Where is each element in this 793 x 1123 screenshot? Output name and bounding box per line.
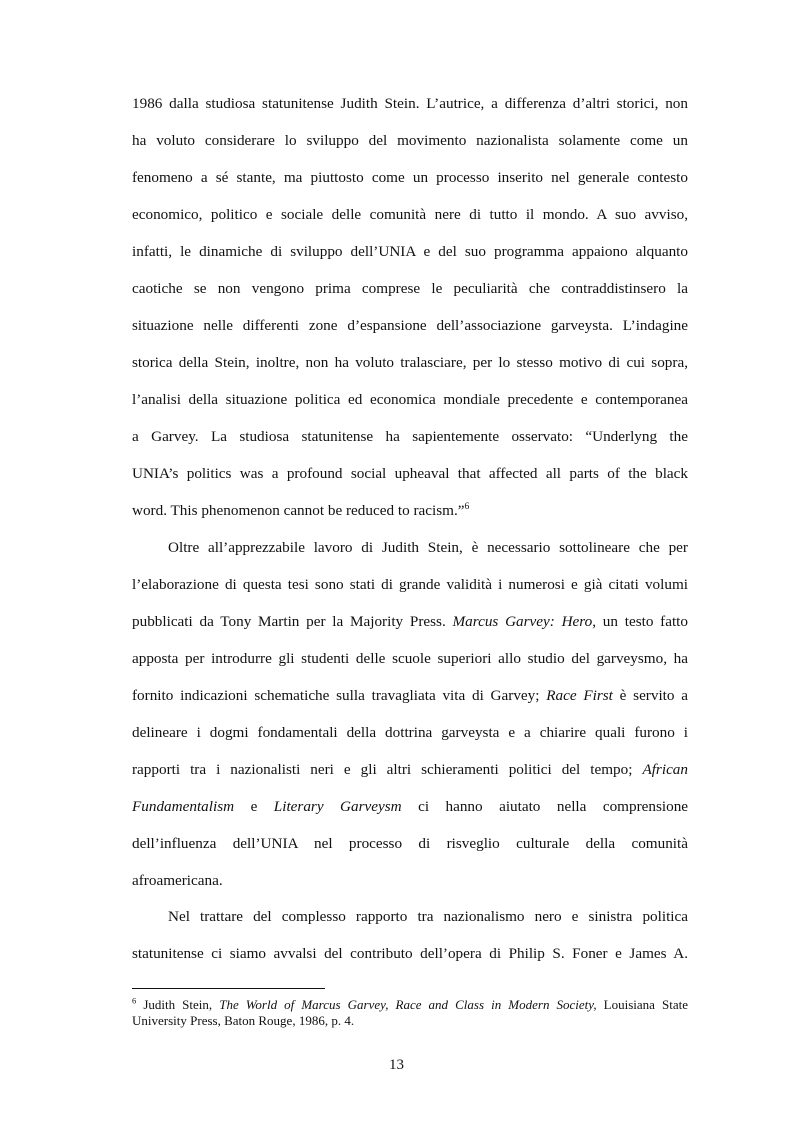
text-span: , un testo fatto [592,613,688,630]
body-line: caotiche se non vengono prima comprese le peculiarità che contraddistinsero la [132,280,688,297]
footnote-publisher: Louisiana State [596,997,688,1012]
body-line-last: afroamericana. [132,872,223,889]
book-title: Race First [546,687,613,704]
body-line: l’elaborazione di questa tesi sono stati di grande validità i numerosi e già citati volumi [132,576,688,593]
text-span: fornito indicazioni schematiche sulla travagliata vita di Garvey; [132,687,547,704]
body-line: apposta per introdurre gli studenti delle scuole superiori allo studio del garveysmo, ha [132,650,688,667]
body-line: statunitense ci siamo avvalsi del contributo dell’opera di Philip S. Foner e James A. [132,945,688,962]
body-line: UNIA’s politics was a profound social upheaval that affected all parts of the black [132,465,688,482]
body-line [132,797,688,817]
book-title: African [642,761,688,778]
body-line-indent: Nel trattare del complesso rapporto tra nazionalismo nero e sinistra politica [168,908,688,925]
body-line: situazione nelle differenti zone d’espansione dell’associazione garveysta. L’indagine [132,317,688,334]
text-span: e [250,798,258,815]
text-span: rapporti tra i nazionalisti neri e gli altri schieramenti politici del tempo; [132,761,643,778]
body-line: storica della Stein, inoltre, non ha voluto tralasciare, per lo stesso motivo di cui sopra, [132,354,688,371]
body-line: l’analisi della situazione politica ed economica mondiale precedente e contemporanea [132,391,688,408]
footnote-separator [132,988,325,989]
text-span: ci hanno aiutato nella comprensione [418,798,688,815]
book-title: Fundamentalism [132,798,235,815]
page-number: 13 [389,1057,404,1073]
body-line: ha voluto considerare lo sviluppo del movimento nazionalista solamente come un [132,132,688,149]
footnote-reference: 6 [464,501,470,512]
body-line: fenomeno a sé stante, ma piuttosto come un processo inserito nel generale contesto [132,169,688,186]
body-line: dell’influenza dell’UNIA nel processo di risveglio culturale della comunità [132,835,688,852]
body-line: a Garvey. La studiosa statunitense ha sapientemente osservato: “Underlyng the [132,428,688,445]
body-line [132,612,688,632]
footnote-author: Judith Stein, [136,997,220,1012]
book-title: Literary Garveysm [273,798,402,815]
body-line: infatti, le dinamiche di sviluppo dell’UNIA e del suo programma appaiono alquanto [132,243,688,260]
footnote-mark: 6 [132,997,137,1006]
footnote-title: The World of Marcus Garvey, Race and Class in Modern Society, [219,997,597,1012]
body-line: 1986 dalla studiosa statunitense Judith Stein. L’autrice, a differenza d’altri storici, non [132,95,688,112]
footnote-line: University Press, Baton Rouge, 1986, p. 4. [132,1013,355,1028]
body-line-last [132,501,688,521]
quote-end: word. This phenomenon cannot be reduced to racism.” [132,502,465,519]
body-line: delineare i dogmi fondamentali della dottrina garveysta e a chiarire quali furono i [132,724,688,741]
footnote-line [132,997,688,1013]
body-line: economico, politico e sociale delle comunità nere di tutto il mondo. A suo avviso, [132,206,688,223]
body-line-indent: Oltre all’apprezzabile lavoro di Judith Stein, è necessario sottolineare che per [168,539,688,556]
body-line [132,686,688,706]
body-line [132,760,688,780]
book-title: Marcus Garvey: Hero [452,613,593,630]
text-span: è servito a [612,687,688,704]
text-span: pubblicati da Tony Martin per la Majority Press. [132,613,453,630]
